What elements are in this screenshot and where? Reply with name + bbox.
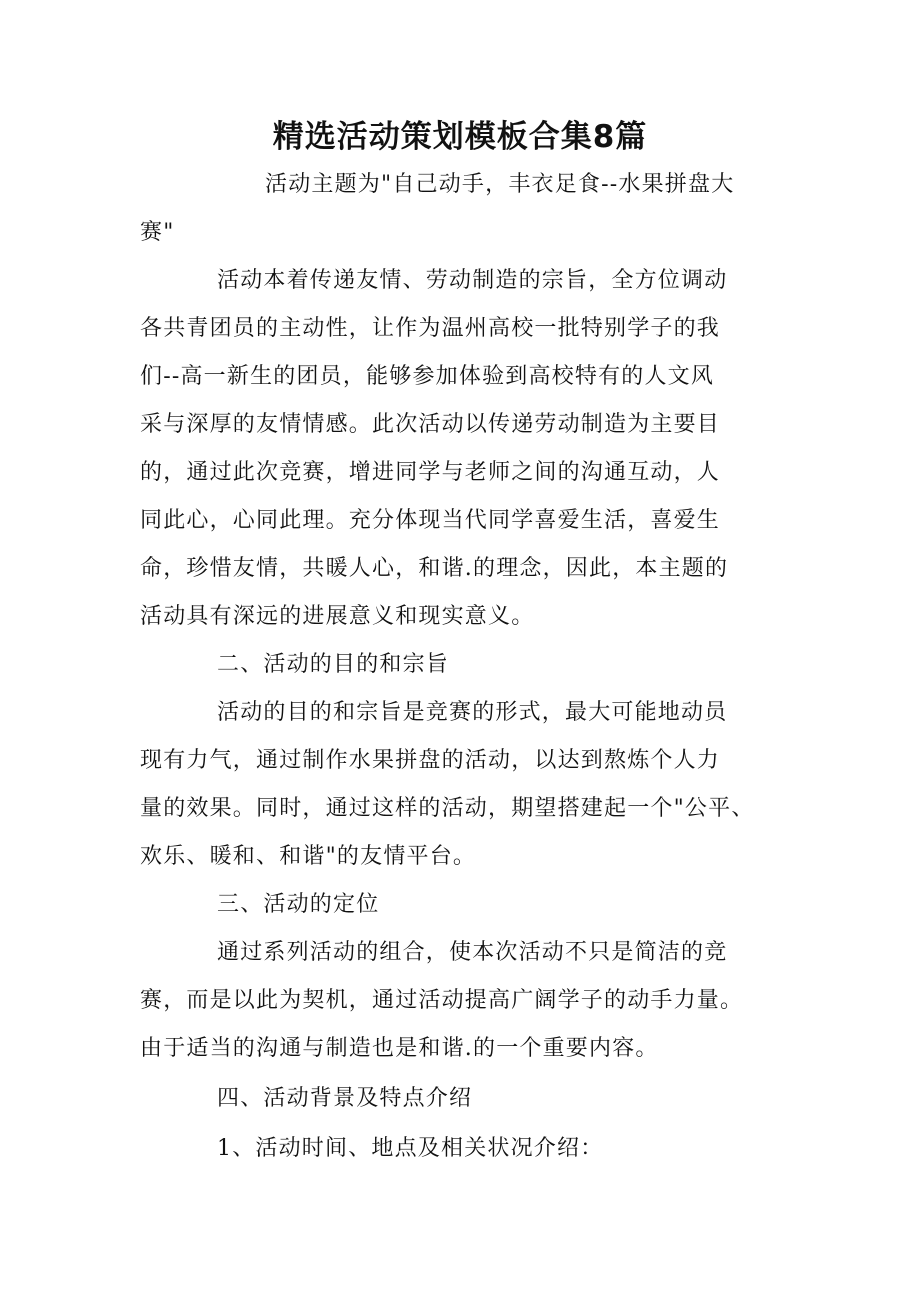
body-line: 欢乐、暖和、和谐"的友情平台。 [140,844,477,869]
body-line: 量的效果。同时，通过这样的活动，期望搭建起一个"公平、 [140,796,755,821]
body-line: 活动主题为"自己动手，丰衣足食--水果拼盘大 [265,172,735,197]
body-line: 活动的目的和宗旨是竞赛的形式，最大可能地动员 [217,700,728,725]
body-line: 采与深厚的友情情感。此次活动以传递劳动制造为主要目 [140,412,721,437]
body-line: 各共青团员的主动性，让作为温州高校一批特别学子的我 [140,316,721,341]
body-line: 赛，而是以此为契机，通过活动提高广阔学子的动手力量。 [140,988,744,1013]
body-line: 活动本着传递友情、劳动制造的宗旨，全方位调动 [217,268,728,293]
body-line: 们--高一新生的团员，能够参加体验到高校特有的人文风 [140,364,715,389]
body-line: 同此心，心同此理。充分体现当代同学喜爱生活，喜爱生 [140,508,721,533]
section-heading: 四、活动背景及特点介绍 [217,1086,473,1111]
body-line: 命，珍惜友情，共暖人心，和谐.的理念，因此，本主题的 [140,556,729,581]
subsection-heading: 1、活动时间、地点及相关状况介绍： [217,1136,604,1161]
page-title: 精选活动策划模板合集8篇 [272,119,648,155]
body-line: 的，通过此次竞赛，增进同学与老师之间的沟通互动，人 [140,460,721,485]
body-line: 赛" [140,220,175,245]
body-line: 由于适当的沟通与制造也是和谐.的一个重要内容。 [140,1036,659,1061]
body-line: 现有力气，通过制作水果拼盘的活动，以达到熬炼个人力 [140,748,721,773]
body-line: 活动具有深远的进展意义和现实意义。 [140,604,535,629]
section-heading: 二、活动的目的和宗旨 [217,652,450,677]
section-heading: 三、活动的定位 [217,892,380,917]
body-line: 通过系列活动的组合，使本次活动不只是简洁的竞 [217,940,728,965]
